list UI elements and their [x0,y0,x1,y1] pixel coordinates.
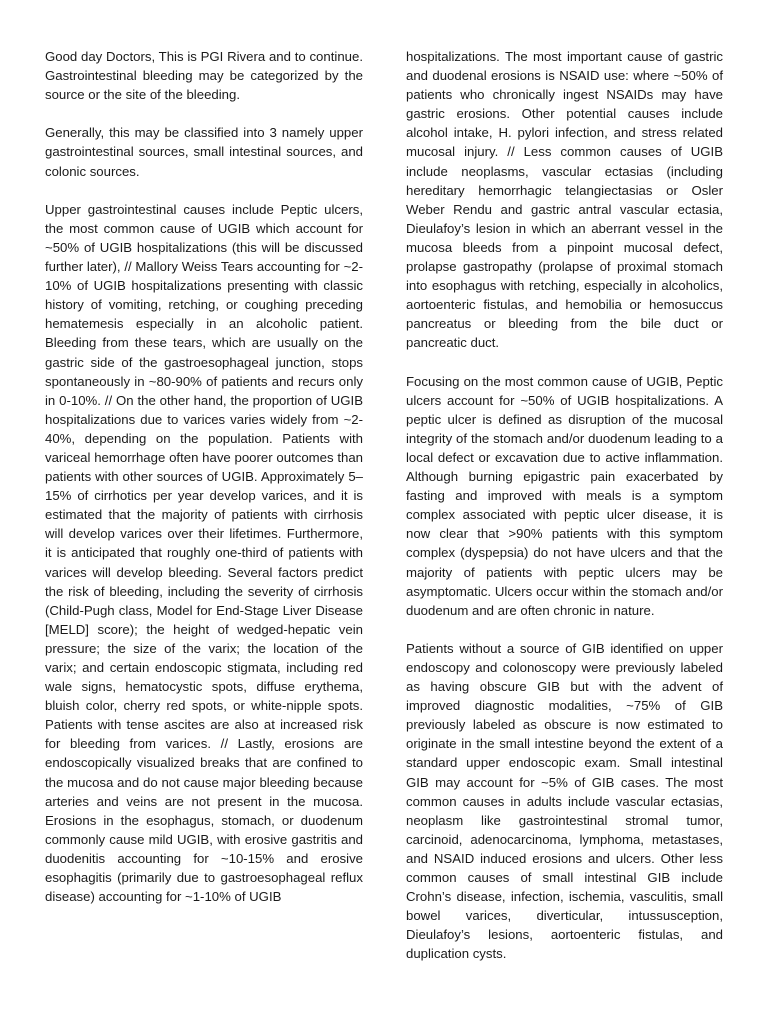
paragraph-intro: Good day Doctors, This is PGI Rivera and to continue. Gastrointestinal bleeding may be categorized by the source or the site of the bleeding. [45,49,363,103]
paragraph-small-intestinal-gib: Patients without a source of GIB identified on upper endoscopy and colonoscopy were previously labeled as having obscure GIB but with the advent of improved diagnostic modalities, ~75% of GIB previously labeled as obscure is now estimated to originate in the small intestine beyond the extent of a standard upper endoscopic exam. Small intestinal GIB may account for ~5% of GIB cases. The most common causes in adults include vascular ectasias, neoplasm like gastrointestinal stromal tumor, carcinoid, adenocarcinoma, lymphoma, metastases, and NSAID induced erosions and ulcers. Other less common causes of small intestinal GIB include Crohn’s disease, infection, ischemia, vasculitis, small bowel varices, diverticular, intussusception, Dieulafoy’s lesions, aortoenteric fistulas, and duplication cysts. [406,640,723,962]
paragraph-erosions-continued: hospitalizations. The most important cause of gastric and duodenal erosions is NSAID use: where ~50% of patients who chronically ingest NSAIDs may have gastric erosions. Other potential causes include alcohol intake, H. pylori infection, and stress related mucosal injury. // Less common causes of UGIB include neoplasms, vascular ectasias (including hereditary hemorrhagic telangiectasias or Osler Weber Rendu and gastric antral vascular ectasia, Dieulafoy’s lesion in which an aberrant vessel in the mucosa bleeds from a pinpoint mucosal defect, prolapse gastropathy (prolapse of proximal stomach into esophagus with retching, especially in alcoholics, aortoenteric fistulas, and hemobilia or hemosuccus pancreatus or bleeding from the bile duct or pancreatic duct. [406,49,723,351]
left-column [45,47,363,925]
right-column [406,47,723,983]
paragraph-classification: Generally, this may be classified into 3 namely upper gastrointestinal sources, small intestinal sources, and colonic sources. [45,125,363,179]
paragraph-peptic-ulcers: Focusing on the most common cause of UGIB, Peptic ulcers account for ~50% of UGIB hospitalizations. A peptic ulcer is defined as disruption of the mucosal integrity of the stomach and/or duodenum leading to a local defect or excavation due to active inflammation. Although burning epigastric pain exacerbated by fasting and improved with meals is a symptom complex associated with peptic ulcer disease, it is now clear that >90% patients with this symptom complex (dyspepsia) do not have ulcers and that the majority of patients with peptic ulcers may be asymptomatic. Ulcers occur within the stomach and/or duodenum and are often chronic in nature. [406,373,723,618]
paragraph-upper-gi-causes: Upper gastrointestinal causes include Peptic ulcers, the most common cause of UGIB which account for ~50% of UGIB hospitalizations (this will be discussed further later), // Mallory Weiss Tears accounting for ~2-10% of UGIB hospitalizations presenting with classic history of vomiting, retching, or coughing preceding hematemesis especially in an alcoholic patient. Bleeding from these tears, which are usually on the gastric side of the gastroesophageal junction, stops spontaneously in ~80-90% of patients and recurs only in 0-10%. // On the other hand, the proportion of UGIB hospitalizations due to varices varies widely from ~2-40%, depending on the population. Patients with variceal hemorrhage often have poorer outcomes than patients with other sources of UGIB. Approximately 5–15% of cirrhotics per year develop varices, and it is estimated that the majority of patients with cirrhosis will develop varices over their lifetimes. Furthermore, it is anticipated that roughly one-third of patients with varices will develop bleeding. Several factors predict the risk of bleeding, including the severity of cirrhosis (Child-Pugh class, Model for End-Stage Liver Disease [MELD] score); the height of wedged-hepatic vein pressure; the size of the varix; the location of the varix; and certain endoscopic stigmata, including red wale signs, hematocystic spots, diffuse erythema, bluish color, cherry red spots, or white-nipple spots. Patients with tense ascites are also at increased risk for bleeding from varices. // Lastly, erosions are endoscopically visualized breaks that are confined to the mucosa and do not cause major bleeding because arteries and veins are not present in the mucosa. Erosions in the esophagus, stomach, or duodenum commonly cause mild UGIB, with erosive gastritis and duodenitis accounting for ~10-15% and erosive esophagitis (primarily due to gastroesophageal reflux disease) accounting for ~1-10% of UGIB [45,201,363,905]
